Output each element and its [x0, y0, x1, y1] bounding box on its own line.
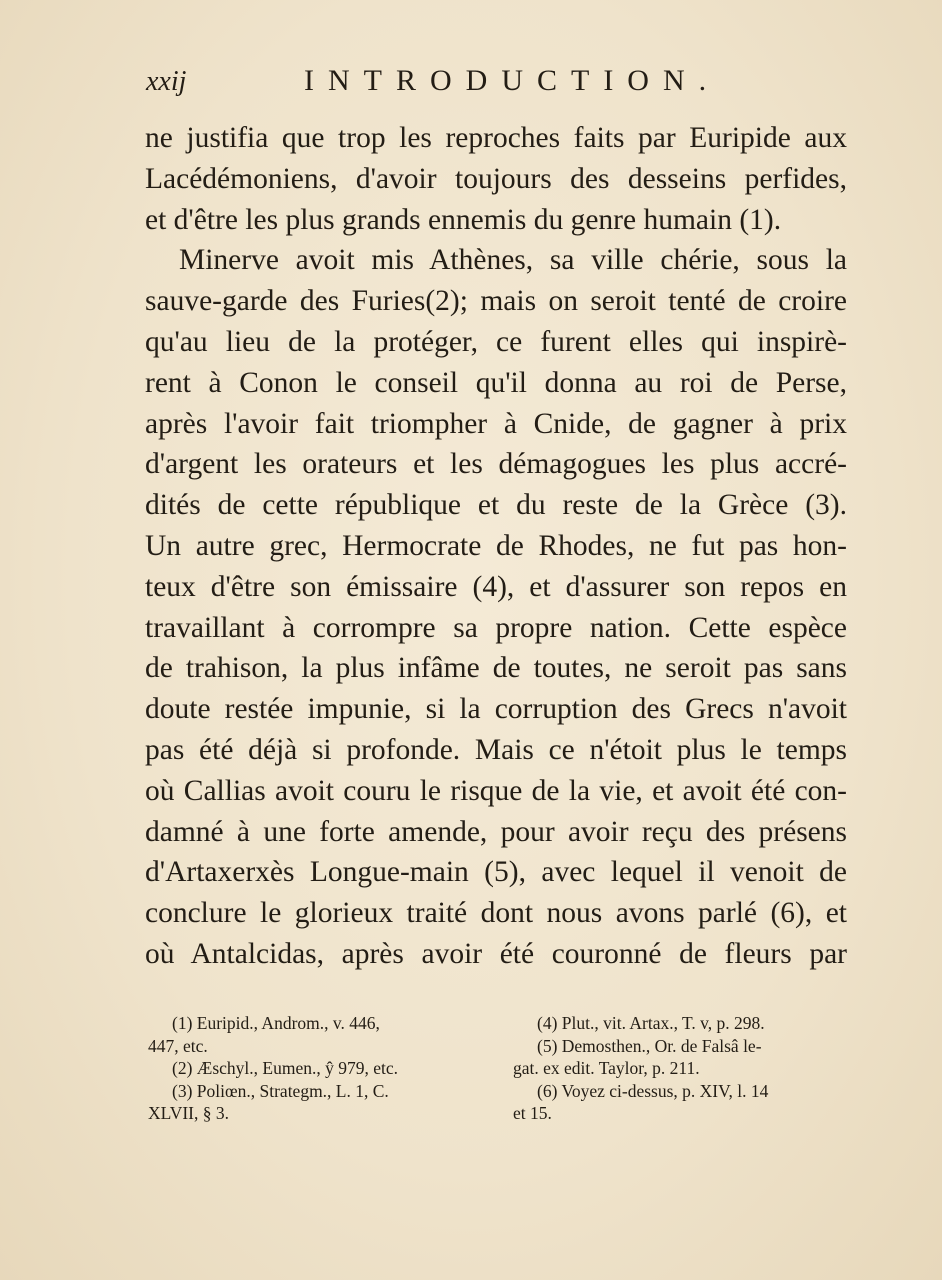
text-line: damné à une forte amende, pour avoir reçu des présens	[145, 815, 847, 848]
footnote-line: (2) Æschyl., Eumen., ŷ 979, etc.	[172, 1058, 398, 1078]
footnote-line: et 15.	[513, 1103, 552, 1123]
text-line: doute restée impunie, si la corruption des Grecs n'avoit	[145, 693, 847, 726]
text-line: où Callias avoit couru le risque de la vie, et avoit été con-	[145, 774, 847, 807]
text-line: rent à Conon le conseil qu'il donna au roi de Perse,	[145, 366, 847, 399]
page-number: xxij	[146, 66, 187, 97]
running-head: INTRODUCTION.	[304, 64, 721, 97]
text-line: de trahison, la plus infâme de toutes, ne seroit pas sans	[145, 652, 847, 685]
footnote-line: gat. ex edit. Taylor, p. 211.	[513, 1058, 700, 1078]
footnote-line: (1) Euripid., Androm., v. 446,	[172, 1013, 380, 1033]
text-line: ne justifia que trop les reproches faits par Euripide aux	[145, 122, 847, 154]
text-line: teux d'être son émissaire (4), et d'assurer son repos en	[145, 570, 847, 603]
text-line: d'argent les orateurs et les démagogues les plus accré-	[145, 448, 847, 481]
text-line: et d'être les plus grands ennemis du genre humain (1).	[145, 203, 782, 236]
text-line: d'Artaxerxès Longue-main (5), avec lequel il venoit de	[145, 856, 847, 889]
footnote-line: (6) Voyez ci-dessus, p. XIV, l. 14	[537, 1080, 769, 1101]
footnote-line: 447, etc.	[148, 1035, 208, 1056]
text-line: pas été déjà si profonde. Mais ce n'étoit plus le temps	[145, 733, 847, 766]
footnote-line: (4) Plut., vit. Artax., T. v, p. 298.	[537, 1013, 765, 1033]
text-line: dités de cette république et du reste de la Grèce (3).	[145, 489, 847, 522]
text-line: après l'avoir fait triompher à Cnide, de gagner à prix	[145, 407, 847, 440]
footnotes-left-column	[148, 1012, 478, 1125]
text-line: sauve-garde des Furies(2); mais on seroit tenté de croire	[145, 285, 847, 318]
footnote-line: (5) Demosthen., Or. de Falsâ le-	[537, 1035, 762, 1056]
footnote-line: XLVII, § 3.	[148, 1103, 230, 1123]
footnote-line: (3) Poliœn., Strategm., L. 1, C.	[172, 1080, 389, 1101]
text-line: Minerve avoit mis Athènes, sa ville chérie, sous la	[179, 244, 847, 277]
text-line: conclure le glorieux traité dont nous avons parlé (6), et	[145, 897, 847, 930]
text-line: Un autre grec, Hermocrate de Rhodes, ne fut pas hon-	[145, 529, 847, 562]
text-line: travaillant à corrompre sa propre nation. Cette espèce	[145, 611, 847, 644]
text-line: qu'au lieu de la protéger, ce furent elles qui inspirè-	[145, 325, 847, 358]
body-text	[145, 118, 847, 975]
text-line: où Antalcidas, après avoir été couronné de fleurs par	[145, 937, 847, 970]
text-line: Lacédémoniens, d'avoir toujours des desseins perfides,	[145, 162, 847, 195]
footnotes-right-column	[513, 1012, 843, 1125]
page-header	[146, 62, 846, 106]
